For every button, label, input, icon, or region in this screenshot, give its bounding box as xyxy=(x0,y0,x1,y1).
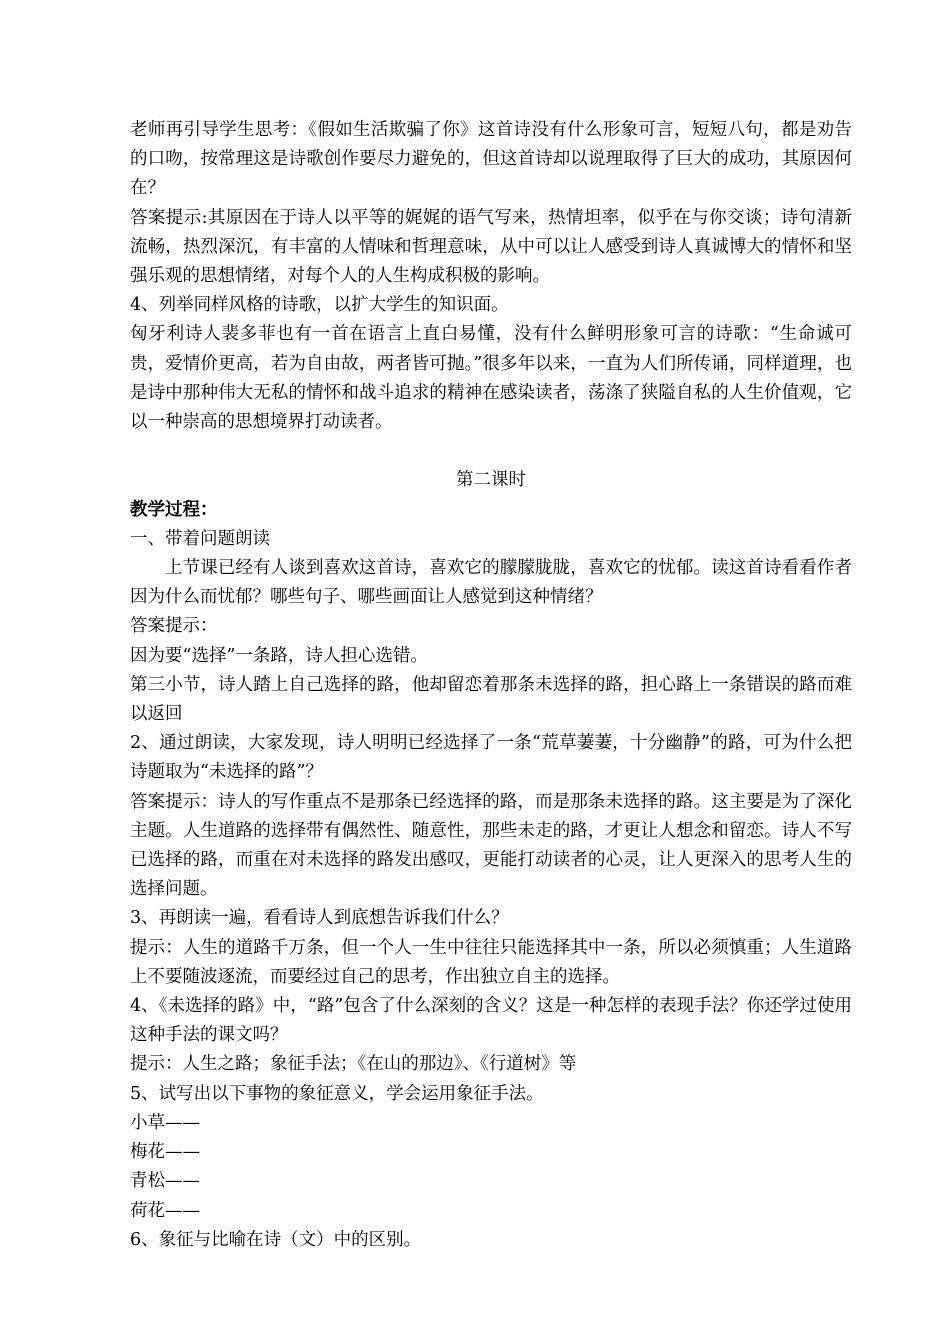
part1-intro: 上节课已经有人谈到喜欢这首诗，喜欢它的朦朦胧胧，喜欢它的忧郁。读这首诗看看作者因为什么而忧郁？哪些句子、哪些画面让人感觉到这种情绪？ xyxy=(130,558,852,608)
symbol-item-plum: 梅花—— xyxy=(130,1142,200,1163)
answer-2: 答案提示：诗人的写作重点不是那条已经选择的路，而是那条未选择的路。这主要是为了深化主题。人生道路的选择带有偶然性、随意性，那些未走的路，才更让人想念和留恋。诗人不写已选择的路，而重在对未选择的路发出感叹，更能打动读者的心灵，让人更深入的思考人生的选择问题。 xyxy=(130,791,852,900)
symbol-item-lotus: 荷花—— xyxy=(130,1200,200,1221)
document-body xyxy=(130,116,852,1255)
process-heading: 教学过程： xyxy=(130,499,218,520)
answer-line-1: 因为要“选择”一条路，诗人担心选错。 xyxy=(130,645,428,666)
question-3: 3、再朗读一遍，看看诗人到底想告诉我们什么？ xyxy=(130,908,509,929)
symbol-item-grass: 小草—— xyxy=(130,1112,200,1133)
paragraph-item-4: 4、列举同样风格的诗歌，以扩大学生的知识面。 xyxy=(130,295,509,316)
question-2: 2、通过朗读，大家发现，诗人明明已经选择了一条“荒草萋萋，十分幽静”的路，可为什么把诗题取为“未选择的路”？ xyxy=(130,733,852,783)
section-title: 第二课时 xyxy=(456,470,526,491)
part1-heading: 一、带着问题朗读 xyxy=(130,528,270,549)
blank-line xyxy=(130,437,852,466)
symbol-item-pine: 青松—— xyxy=(130,1171,200,1192)
answer-3: 提示：人生的道路千万条，但一个人一生中往往只能选择其中一条，所以必须慎重；人生道路上不要随波逐流，而要经过自己的思考，作出独立自主的选择。 xyxy=(130,937,852,987)
question-5: 5、试写出以下事物的象征意义，学会运用象征手法。 xyxy=(130,1083,544,1104)
answer-line-2: 第三小节，诗人踏上自己选择的路，他却留恋着那条未选择的路，担心路上一条错误的路而难以返回 xyxy=(130,674,852,725)
question-6: 6、象征与比喻在诗（文）中的区别。 xyxy=(130,1229,422,1250)
answer-4: 提示：人生之路；象征手法；《在山的那边》、《行道树》等 xyxy=(130,1054,577,1075)
question-4: 4、《未选择的路》中，“路”包含了什么深刻的含义？这是一种怎样的表现手法？你还学过使用这种手法的课文吗？ xyxy=(130,996,852,1046)
paragraph-answer-hint: 答案提示:其原因在于诗人以平等的娓娓的语气写来，热情坦率，似乎在与你交谈；诗句清新流畅，热烈深沉，有丰富的人情味和哲理意味，从中可以让人感受到诗人真诚博大的情怀和坚强乐观的思想情绪，对每个人的人生构成积极的影响。 xyxy=(130,207,852,287)
answer-label: 答案提示： xyxy=(130,616,218,637)
paragraph-petofi: 匈牙利诗人裴多菲也有一首在语言上直白易懂，没有什么鲜明形象可言的诗歌：“生命诚可贵，爱情价更高，若为自由故，两者皆可抛。”很多年以来，一直为人们所传诵，同样道理，也是诗中那种伟大无私的情怀和战斗追求的精神在感染读者，荡涤了狭隘自私的人生价值观，它以一种崇高的思想境界打动读者。 xyxy=(130,324,852,433)
paragraph-teacher-question: 老师再引导学生思考：《假如生活欺骗了你》这首诗没有什么形象可言，短短八句，都是劝告的口吻，按常理这是诗歌创作要尽力避免的，但这首诗却以说理取得了巨大的成功，其原因何在？ xyxy=(130,120,852,199)
